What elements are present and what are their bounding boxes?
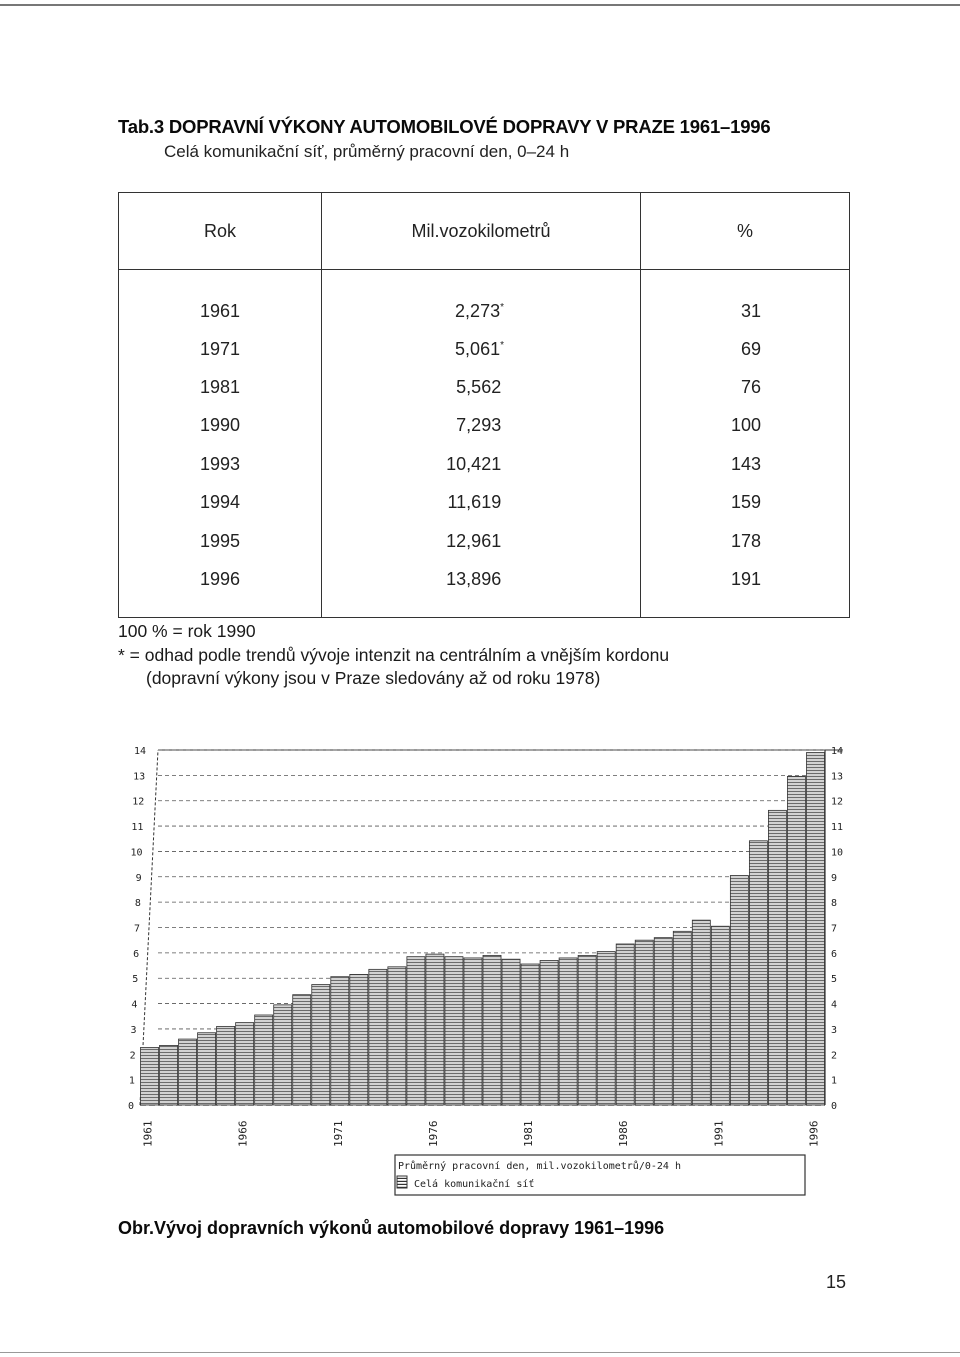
bar-1977	[445, 957, 463, 1105]
x-tick-label: 1996	[807, 1120, 821, 1147]
estimate-mark: *	[500, 301, 504, 313]
cell-vehicle-km	[322, 368, 641, 406]
header-year: Rok	[119, 193, 322, 270]
value-text: 5,061	[455, 338, 501, 359]
cell-vehicle-km	[322, 484, 641, 522]
bar-1992	[730, 876, 748, 1105]
note-baseline: 100 % = rok 1990	[118, 621, 256, 641]
value-text: 5,562	[456, 377, 502, 398]
y-tick-right: 10	[831, 847, 844, 859]
table-header-row	[119, 193, 850, 270]
bar-1964	[198, 1033, 216, 1105]
x-tick-label: 1976	[426, 1120, 440, 1147]
note-estimate: * = odhad podle trendů vývoje intenzit na centrálním a vnějším kordonu	[118, 644, 670, 665]
x-tick-label: 1991	[712, 1120, 726, 1147]
bar-1983	[559, 958, 577, 1105]
table-notes	[118, 620, 669, 691]
legend-line-1: Průměrný pracovní den, mil.vozokilometrů/0-24 h	[398, 1161, 681, 1172]
y-tick-right: 4	[831, 999, 838, 1011]
value-text: 10,421	[446, 453, 502, 474]
y-tick-left: 8	[134, 898, 141, 910]
bar-1980	[502, 959, 520, 1105]
bar-1991	[711, 926, 729, 1105]
y-tick-right: 11	[831, 822, 844, 834]
estimate-mark-empty	[501, 416, 504, 427]
cell-vehicle-km	[322, 330, 641, 368]
value-text: 11,619	[447, 492, 502, 513]
table-row	[119, 270, 850, 331]
cell-vehicle-km	[322, 445, 641, 483]
bar-1970	[312, 985, 330, 1105]
cell-year: 1994	[119, 484, 322, 522]
bar-1973	[369, 969, 387, 1105]
y-tick-right: 3	[831, 1024, 838, 1036]
x-tick-label: 1971	[331, 1120, 345, 1147]
y-tick-left: 10	[130, 847, 143, 859]
legend-swatch-icon	[397, 1176, 407, 1188]
table-title: Tab.3 DOPRAVNÍ VÝKONY AUTOMOBILOVÉ DOPRAVY V PRAZE 1961–1996	[118, 116, 771, 137]
y-tick-right: 1	[831, 1075, 838, 1087]
estimate-mark: *	[500, 339, 504, 351]
legend-line-2: Celá komunikační síť	[414, 1179, 535, 1190]
estimate-mark-empty	[501, 532, 504, 543]
estimate-mark-empty	[501, 493, 504, 504]
estimate-mark-empty	[501, 378, 504, 389]
cell-percent: 100	[641, 407, 850, 445]
table-body	[119, 270, 850, 618]
table-row	[119, 407, 850, 445]
cell-percent: 31	[641, 270, 850, 331]
y-tick-right: 6	[831, 948, 838, 960]
figure-caption: Obr.Vývoj dopravních výkonů automobilové dopravy 1961–1996	[118, 1218, 665, 1238]
bar-1976	[426, 954, 444, 1105]
bar-1968	[274, 1005, 292, 1105]
cell-percent: 69	[641, 330, 850, 368]
cell-year: 1996	[119, 560, 322, 617]
cell-percent: 191	[641, 560, 850, 617]
bar-1996	[806, 753, 824, 1105]
x-tick-label: 1986	[617, 1120, 631, 1147]
table-row	[119, 522, 850, 560]
value-text: 12,961	[446, 530, 502, 551]
bar-1985	[597, 952, 615, 1105]
y-tick-right: 9	[831, 872, 838, 884]
cell-year: 1971	[119, 330, 322, 368]
value-text: 2,273	[455, 300, 501, 321]
header-vehicle-km: Mil.vozokilometrů	[322, 193, 641, 270]
table-row	[119, 368, 850, 406]
cell-year: 1961	[119, 270, 322, 331]
cell-vehicle-km	[322, 522, 641, 560]
y-tick-right: 12	[831, 796, 844, 808]
y-tick-left: 0	[127, 1101, 134, 1112]
y-tick-right: 5	[831, 974, 838, 986]
note-monitoring: (dopravní výkony jsou v Praze sledovány až od roku 1978)	[146, 668, 601, 688]
cell-vehicle-km	[322, 270, 641, 331]
traffic-table	[118, 192, 850, 618]
bar-1988	[654, 938, 672, 1105]
cell-percent: 143	[641, 445, 850, 483]
bar-1990	[692, 920, 710, 1105]
y-tick-left: 6	[133, 948, 140, 960]
table-row	[119, 560, 850, 617]
table-subtitle: Celá komunikační síť, průměrný pracovní den, 0–24 h	[164, 142, 570, 161]
table-row	[119, 330, 850, 368]
y-tick-left: 13	[133, 771, 146, 783]
bar-1982	[540, 960, 558, 1105]
y-tick-right: 2	[831, 1050, 838, 1062]
bar-1962	[160, 1045, 178, 1105]
cell-year: 1993	[119, 445, 322, 483]
bar-1984	[578, 955, 596, 1105]
value-text: 13,896	[446, 569, 502, 590]
y-tick-left: 9	[135, 872, 142, 884]
bar-1972	[350, 974, 368, 1105]
y-tick-left: 5	[132, 974, 139, 986]
bar-1994	[768, 810, 786, 1105]
table-row	[119, 445, 850, 483]
y-tick-right: 13	[831, 771, 844, 783]
bar-1981	[521, 964, 539, 1105]
y-tick-left: 7	[133, 923, 140, 935]
bar-1971	[331, 977, 349, 1105]
bar-1975	[407, 957, 425, 1105]
cell-year: 1981	[119, 368, 322, 406]
bar-1987	[635, 940, 653, 1105]
chart-legend	[395, 1155, 805, 1195]
page-number: 15	[826, 1272, 847, 1292]
bar-1986	[616, 944, 634, 1105]
y-tick-right: 8	[831, 898, 838, 910]
cell-vehicle-km	[322, 560, 641, 617]
x-tick-label: 1961	[141, 1120, 155, 1147]
value-text: 7,293	[456, 415, 502, 436]
traffic-bar-chart	[100, 735, 860, 1205]
y-tick-right: 14	[831, 746, 844, 757]
cell-vehicle-km	[322, 407, 641, 445]
y-tick-left: 2	[129, 1050, 136, 1062]
bar-1967	[255, 1015, 273, 1105]
bar-1974	[388, 967, 406, 1105]
x-tick-label: 1966	[236, 1120, 250, 1147]
y-tick-right: 7	[831, 923, 838, 935]
bar-1963	[179, 1039, 197, 1105]
y-tick-right: 0	[831, 1101, 838, 1112]
y-tick-left: 4	[131, 999, 138, 1011]
bar-1966	[236, 1023, 254, 1105]
estimate-mark-empty	[501, 570, 504, 581]
bar-1993	[749, 841, 767, 1105]
cell-percent: 76	[641, 368, 850, 406]
y-tick-left: 1	[128, 1075, 135, 1087]
bar-1995	[787, 776, 805, 1105]
bar-1969	[293, 995, 311, 1105]
cell-year: 1995	[119, 522, 322, 560]
y-tick-left: 11	[131, 822, 144, 834]
header-percent: %	[641, 193, 850, 270]
bar-1965	[217, 1026, 235, 1105]
bottom-rule	[0, 1352, 960, 1353]
table-row	[119, 484, 850, 522]
bar-1978	[464, 958, 482, 1105]
top-rule	[0, 4, 960, 6]
cell-percent: 178	[641, 522, 850, 560]
y-tick-left: 14	[133, 746, 146, 757]
bar-1961	[141, 1047, 159, 1105]
y-tick-left: 12	[132, 796, 145, 808]
estimate-mark-empty	[501, 455, 504, 466]
x-tick-label: 1981	[522, 1120, 536, 1147]
bar-1989	[673, 931, 691, 1105]
y-tick-left: 3	[130, 1024, 137, 1036]
cell-percent: 159	[641, 484, 850, 522]
cell-year: 1990	[119, 407, 322, 445]
bar-1979	[483, 955, 501, 1105]
